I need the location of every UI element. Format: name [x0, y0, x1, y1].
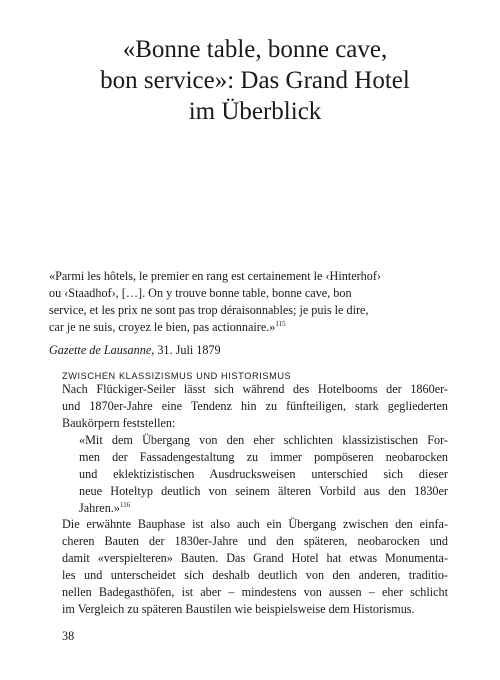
epigraph-line: ou ‹Staadhof›, […]. On y trouve bonne table, bonne cave, bon: [49, 286, 352, 300]
source-date: , 31. Juli 1879: [151, 343, 221, 357]
paragraph-line: les und unterscheidet sich deshalb deutlich von den anderen, traditio-: [62, 568, 448, 582]
footnote-reference: 116: [119, 500, 131, 509]
body-paragraph: [62, 516, 448, 618]
body-paragraph-intro: [62, 381, 448, 432]
paragraph-line: Nach Flückiger-Seiler lässt sich während des Hotelbooms der 1860er-: [62, 382, 448, 396]
title-line: im Überblick: [188, 98, 322, 125]
title-line: «Bonne table, bonne cave,: [122, 36, 388, 63]
footnote-reference: 115: [275, 319, 286, 328]
quote-line-last: [79, 500, 448, 517]
quote-line: und eklektizistischen Ausdrucksweisen unterschied sich dieser: [79, 467, 448, 481]
page-number: 38: [62, 629, 75, 643]
epigraph-line: «Parmi les hôtels, le premier en rang est certainement le ‹Hinterhof›: [49, 269, 381, 283]
paragraph-line: im Vergleich zu späteren Baustilen wie beispielsweise dem Historismus.: [62, 602, 415, 616]
epigraph-quote: [49, 268, 469, 336]
epigraph-source: [49, 342, 221, 359]
paragraph-line: damit «verspielteren» Bauten. Das Grand Hotel hat etwas Monumenta-: [62, 551, 448, 565]
paragraph-line: nellen Badegasthöfen, ist aber – mindestens von aussen – eher schlicht: [62, 585, 448, 599]
chapter-title: [40, 34, 470, 127]
paragraph-line: cheren Bauten der 1830er-Jahre und den späteren, neobarocken und: [62, 534, 448, 548]
quote-line: «Mit dem Übergang von den eher schlichten klassizistischen For-: [79, 433, 448, 447]
epigraph-line-last: [49, 319, 469, 336]
quote-line: neue Hoteltyp deutlich von seinem älteren Vorbild aus den 1830er: [79, 484, 448, 498]
quote-line-text: Jahren.»: [79, 501, 120, 515]
epigraph-line-text: car je ne suis, croyez le bien, pas actionnaire.»: [49, 320, 276, 334]
source-publication: Gazette de Lausanne: [49, 343, 152, 357]
epigraph-line: service, et les prix ne sont pas trop déraisonnables; je puis le dire,: [49, 303, 369, 317]
title-line: bon service»: Das Grand Hotel: [100, 67, 410, 94]
paragraph-line: und 1870er-Jahre eine Tendenz hin zu fünfteiligen, stark gegliederten: [62, 399, 448, 413]
paragraph-line: Baukörpern feststellen:: [62, 416, 176, 430]
quote-line: men der Fassadengestaltung zu immer pompöseren neobarocken: [79, 450, 448, 464]
paragraph-line: Die erwähnte Bauphase ist also auch ein Übergang zwischen den einfa-: [62, 517, 448, 531]
block-quote: [79, 432, 448, 517]
section-heading: ZWISCHEN KLASSIZISMUS UND HISTORISMUS: [62, 371, 292, 381]
